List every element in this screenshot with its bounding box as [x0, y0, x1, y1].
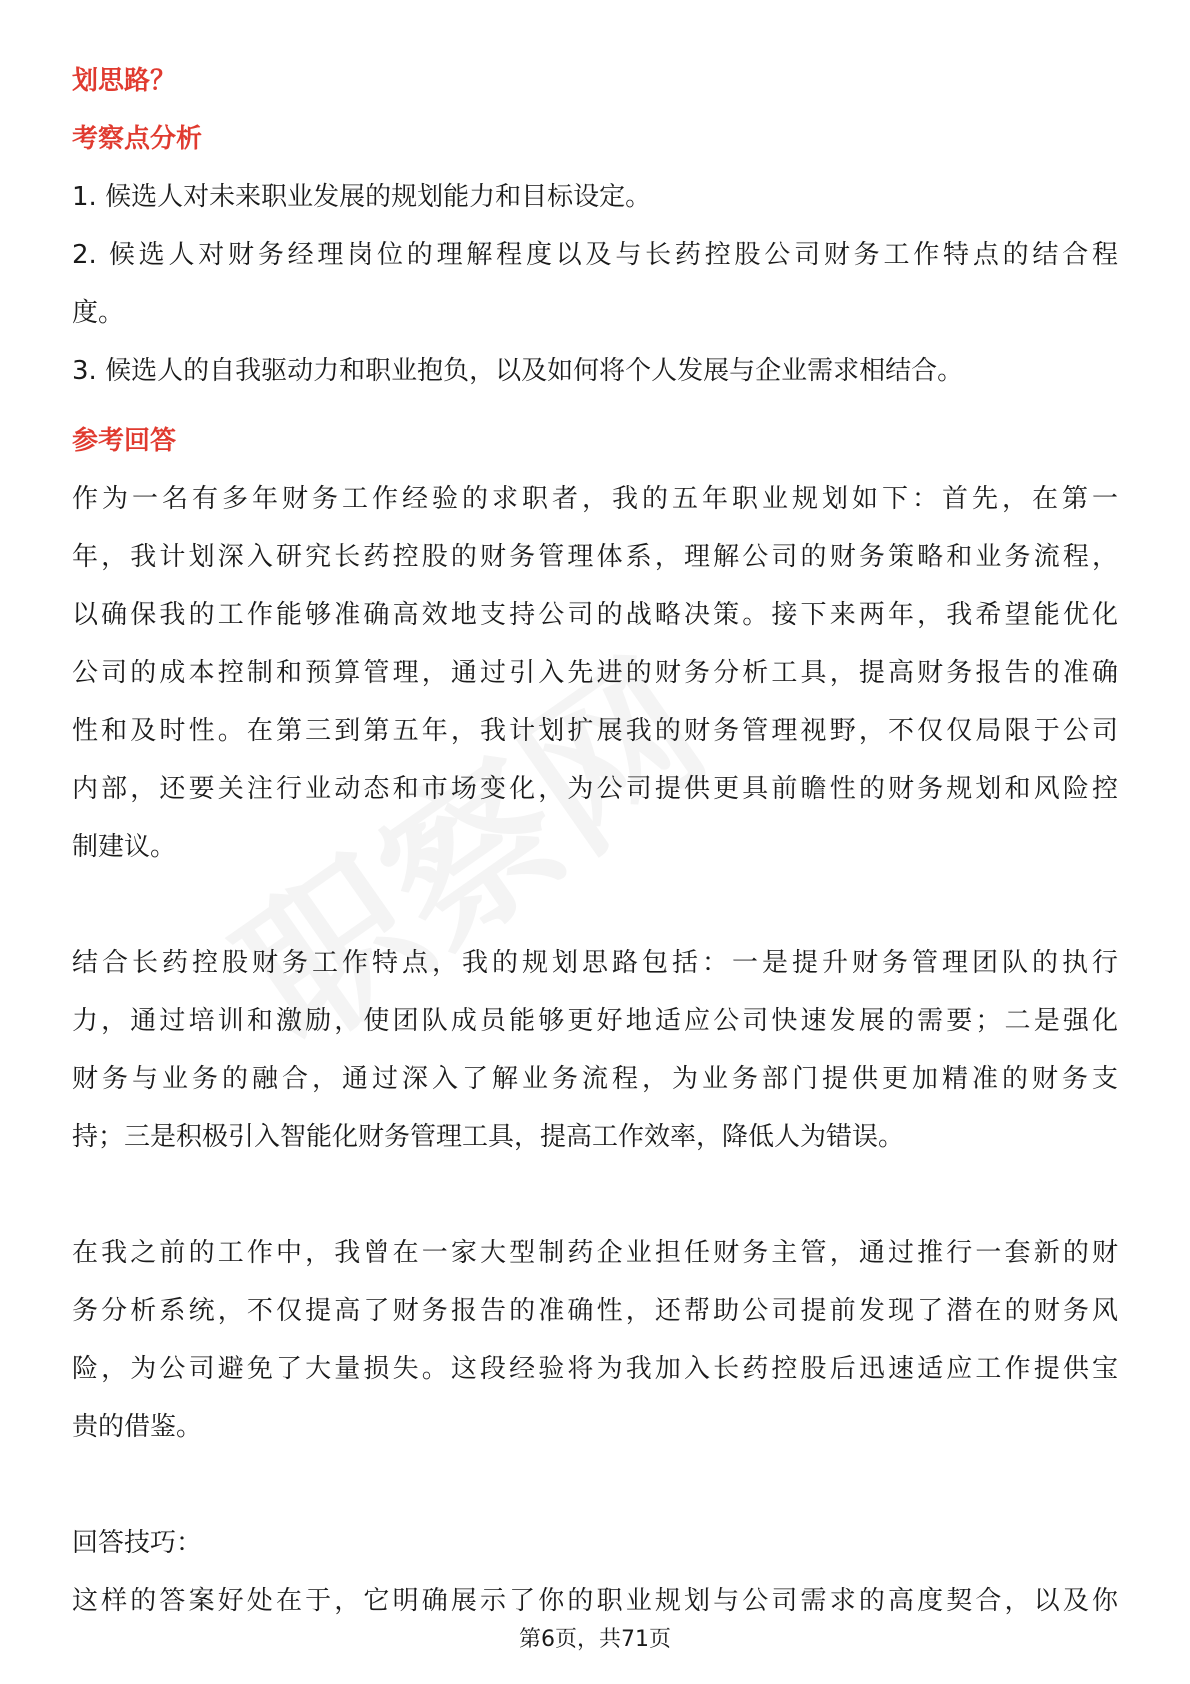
section-heading-analysis: 考察点分析	[72, 124, 203, 154]
section-heading-answer: 参考回答	[72, 426, 177, 456]
analysis-point-2b: 度。	[72, 298, 125, 328]
answer-para1-line7: 制建议。	[72, 832, 177, 862]
tips-heading: 回答技巧：	[72, 1528, 203, 1558]
answer-para2-line4: 持；三是积极引入智能化财务管理工具，提高工作效率，降低人为错误。	[72, 1122, 905, 1152]
answer-para1-line1: 作为一名有多年财务工作经验的求职者，我的五年职业规划如下：首先，在第一	[72, 484, 1118, 514]
answer-para1-line2: 年，我计划深入研究长药控股的财务管理体系，理解公司的财务策略和业务流程，	[72, 542, 1118, 572]
answer-para3-line2: 务分析系统，不仅提高了财务报告的准确性，还帮助公司提前发现了潜在的财务风	[72, 1296, 1118, 1326]
analysis-point-2a: 2. 候选人对财务经理岗位的理解程度以及与长药控股公司财务工作特点的结合程	[72, 240, 1118, 270]
page-number: 第6页，共71页	[519, 1627, 671, 1652]
answer-para1-line3: 以确保我的工作能够准确高效地支持公司的战略决策。接下来两年，我希望能优化	[72, 600, 1118, 630]
answer-para2-line1: 结合长药控股财务工作特点，我的规划思路包括：一是提升财务管理团队的执行	[72, 948, 1118, 978]
answer-para2-line2: 力，通过培训和激励，使团队成员能够更好地适应公司快速发展的需要；二是强化	[72, 1006, 1118, 1036]
continued-heading: 划思路？	[72, 66, 177, 96]
answer-para1-line4: 公司的成本控制和预算管理，通过引入先进的财务分析工具，提高财务报告的准确	[72, 658, 1118, 688]
document-body	[72, 52, 1118, 1630]
analysis-point-3: 3. 候选人的自我驱动力和职业抱负，以及如何将个人发展与企业需求相结合。	[72, 356, 964, 386]
answer-para2-line3: 财务与业务的融合，通过深入了解业务流程，为业务部门提供更加精准的财务支	[72, 1064, 1118, 1094]
answer-para3-line3: 险，为公司避免了大量损失。这段经验将为我加入长药控股后迅速适应工作提供宝	[72, 1354, 1118, 1384]
answer-para1-line6: 内部，还要关注行业动态和市场变化，为公司提供更具前瞻性的财务规划和风险控	[72, 774, 1118, 804]
answer-para3-line4: 贵的借鉴。	[72, 1412, 203, 1442]
analysis-point-1: 1. 候选人对未来职业发展的规划能力和目标设定。	[72, 182, 652, 212]
answer-para3-line1: 在我之前的工作中，我曾在一家大型制药企业担任财务主管，通过推行一套新的财	[72, 1238, 1118, 1268]
tips-line1: 这样的答案好处在于，它明确展示了你的职业规划与公司需求的高度契合，以及你	[72, 1586, 1118, 1616]
answer-para1-line5: 性和及时性。在第三到第五年，我计划扩展我的财务管理视野，不仅仅局限于公司	[72, 716, 1118, 746]
